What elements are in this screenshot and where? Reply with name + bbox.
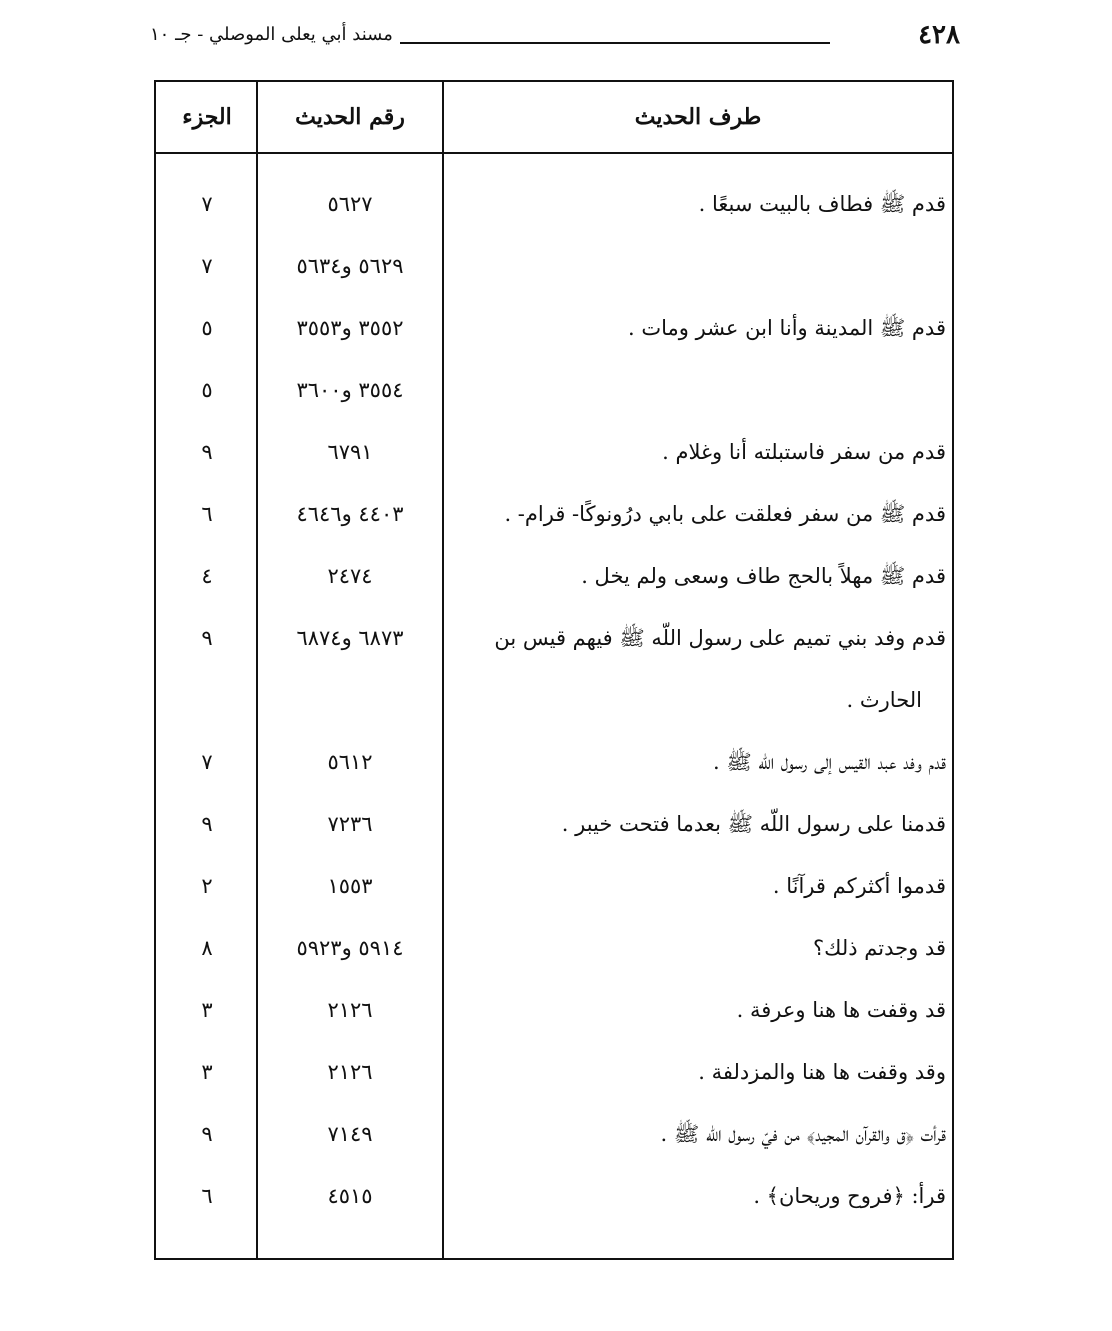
hadith-number-cell: ٥٩١٤ و٥٩٢٣ bbox=[296, 936, 404, 960]
hadith-number-cell: ٢١٢٦ bbox=[327, 1060, 373, 1084]
hadith-number-cell: ١٥٥٣ bbox=[327, 874, 373, 898]
header-divider bbox=[156, 152, 952, 154]
hadith-text-cell: قد وقفت ها هنا وعرفة . bbox=[736, 998, 946, 1022]
table-row bbox=[156, 1052, 952, 1092]
table-row bbox=[156, 432, 952, 472]
hadith-number-cell: ٧٢٣٦ bbox=[327, 812, 373, 836]
hadith-number-cell: ٣٥٥٤ و٣٦٠٠ bbox=[296, 378, 404, 402]
table-row bbox=[156, 1114, 952, 1154]
volume-cell: ٧ bbox=[201, 254, 213, 278]
hadith-text-cell: قدم ﷺ مهلاً بالحج طاف وسعى ولم يخل . bbox=[581, 564, 946, 588]
hadith-number-cell bbox=[258, 680, 442, 720]
hadith-text-cell: قدمنا على رسول اللّه ﷺ بعدما فتحت خيبر . bbox=[561, 812, 946, 836]
volume-cell: ٦ bbox=[201, 502, 213, 526]
table-row bbox=[156, 308, 952, 348]
column-header-volume: الجزء bbox=[182, 104, 232, 130]
hadith-text-cell: قرأ: ﴿فروح وريحان﴾ . bbox=[753, 1184, 946, 1208]
volume-cell: ٩ bbox=[201, 440, 213, 464]
running-title: مسند أبي يعلى الموصلي - جـ ١٠ bbox=[150, 24, 393, 45]
table-row bbox=[156, 742, 952, 782]
hadith-number-cell: ٦٧٩١ bbox=[327, 440, 373, 464]
column-header-text: طرف الحديث bbox=[634, 104, 762, 130]
table-row bbox=[156, 184, 952, 224]
table-row bbox=[156, 618, 952, 658]
volume-cell: ٩ bbox=[201, 812, 213, 836]
hadith-text-cell: قدم من سفر فاستبلته أنا وغلام . bbox=[662, 440, 946, 464]
hadith-number-cell: ٢٤٧٤ bbox=[327, 564, 373, 588]
hadith-text-cell bbox=[448, 246, 946, 286]
hadith-text-cell: الحارث . bbox=[846, 688, 922, 712]
volume-cell: ٩ bbox=[201, 1122, 213, 1146]
table-row bbox=[156, 804, 952, 844]
hadith-text-cell: قدم ﷺ المدينة وأنا ابن عشر ومات . bbox=[628, 316, 946, 340]
table-row bbox=[156, 866, 952, 906]
table-row bbox=[156, 370, 952, 410]
page-header bbox=[150, 18, 960, 54]
volume-cell: ٧ bbox=[201, 750, 213, 774]
hadith-number-cell: ٤٤٠٣ و٤٦٤٦ bbox=[296, 502, 404, 526]
header-rule bbox=[400, 42, 830, 44]
hadith-text-cell: قدم وفد بني تميم على رسول اللّه ﷺ فيهم قيس بن bbox=[494, 626, 946, 650]
hadith-text-cell: وقد وقفت ها هنا والمزدلفة . bbox=[698, 1060, 946, 1084]
table-row bbox=[156, 246, 952, 286]
table-row bbox=[156, 556, 952, 596]
hadith-text-cell: قدم ﷺ فطاف بالبيت سبعًا . bbox=[698, 192, 946, 216]
hadith-number-cell: ٥٦١٢ bbox=[327, 750, 373, 774]
volume-cell: ٢ bbox=[201, 874, 213, 898]
volume-cell: ٣ bbox=[201, 998, 213, 1022]
table-row bbox=[156, 1176, 952, 1216]
hadith-number-cell: ٦٨٧٣ و٦٨٧٤ bbox=[296, 626, 404, 650]
volume-cell: ٥ bbox=[201, 316, 213, 340]
table-row bbox=[156, 494, 952, 534]
hadith-number-cell: ٢١٢٦ bbox=[327, 998, 373, 1022]
volume-cell: ٦ bbox=[201, 1184, 213, 1208]
hadith-text-cell: قد وجدتم ذلك؟ bbox=[813, 936, 946, 960]
table-row bbox=[156, 680, 952, 720]
volume-cell: ٨ bbox=[201, 936, 213, 960]
hadith-text-cell: قدم ﷺ من سفر فعلقت على بابي درُونوكًا- قرام- . bbox=[504, 502, 946, 526]
hadith-number-cell: ٥٦٢٩ و٥٦٣٤ bbox=[296, 254, 404, 278]
hadith-text-cell: قدموا أكثركم قرآنًا . bbox=[772, 874, 946, 898]
page-number: ٤٢٨ bbox=[918, 20, 960, 50]
hadith-text-cell: قرأت ﴿ق والقرآن المجيد﴾ من فيّ رسول اللّه ﷺ . bbox=[660, 1122, 946, 1146]
hadith-number-cell: ٤٥١٥ bbox=[327, 1184, 373, 1208]
table-row bbox=[156, 928, 952, 968]
hadith-number-cell: ٣٥٥٢ و٣٥٥٣ bbox=[296, 316, 404, 340]
volume-cell: ٥ bbox=[201, 378, 213, 402]
volume-cell bbox=[158, 680, 256, 720]
volume-cell: ٤ bbox=[201, 564, 213, 588]
hadith-number-cell: ٧١٤٩ bbox=[327, 1122, 373, 1146]
hadith-text-cell bbox=[448, 370, 946, 410]
hadith-text-cell: قدم وفد عبد القيس إلى رسول اللّه ﷺ . bbox=[712, 750, 946, 774]
volume-cell: ٩ bbox=[201, 626, 213, 650]
table-row bbox=[156, 990, 952, 1030]
volume-cell: ٣ bbox=[201, 1060, 213, 1084]
column-header-number: رقم الحديث bbox=[295, 104, 405, 130]
hadith-number-cell: ٥٦٢٧ bbox=[327, 192, 373, 216]
index-table bbox=[154, 80, 954, 1260]
volume-cell: ٧ bbox=[201, 192, 213, 216]
